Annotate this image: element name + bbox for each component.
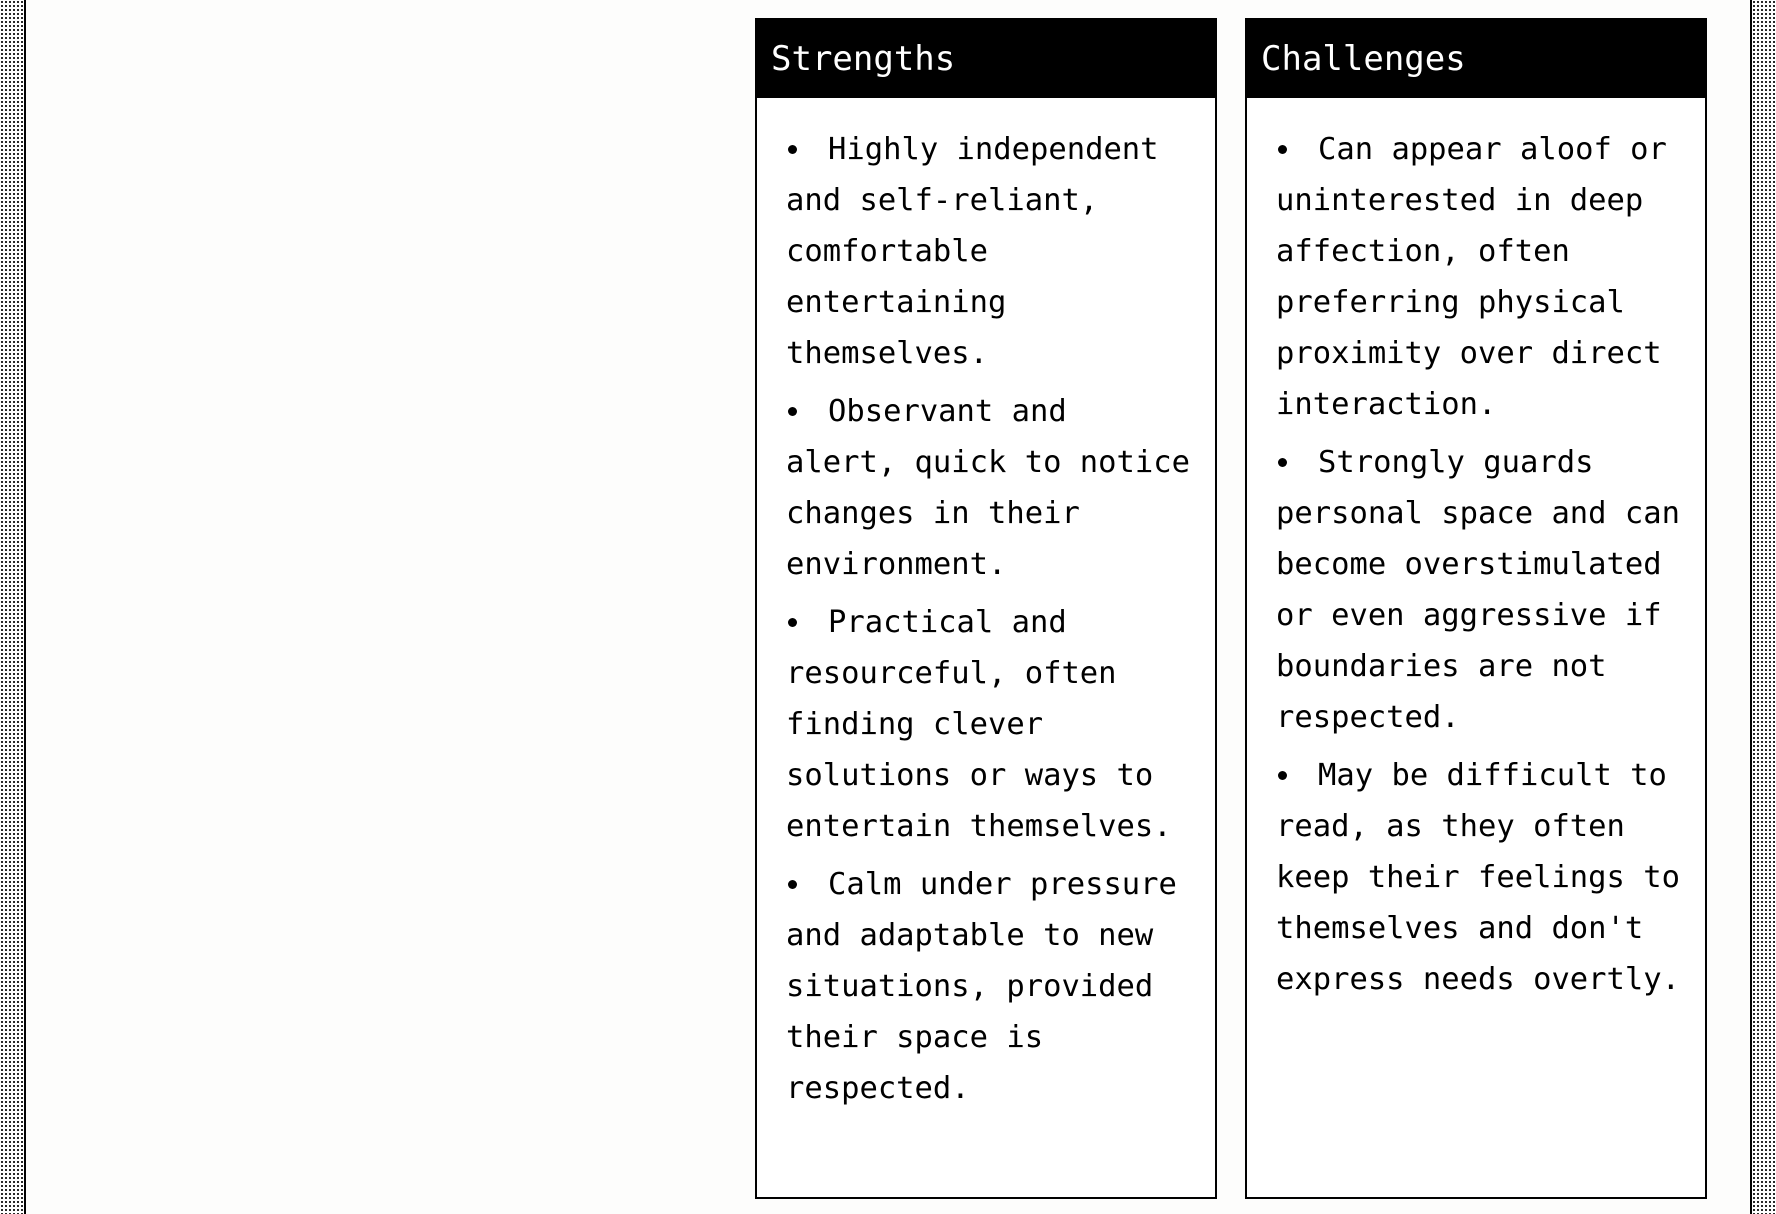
list-item — [786, 597, 1195, 852]
list-item — [1276, 750, 1685, 1005]
list-item — [1276, 124, 1685, 430]
list-item-text: Practical and resourceful, often finding clever solutions or ways to entertain themselves. — [786, 605, 1172, 844]
bullet-icon — [1278, 458, 1287, 467]
list-item — [786, 124, 1195, 379]
bullet-icon — [788, 880, 797, 889]
page — [24, 0, 1752, 1214]
bullet-icon — [1278, 771, 1287, 780]
list-item — [786, 859, 1195, 1114]
challenges-list — [1247, 98, 1705, 1005]
challenges-header: Challenges — [1247, 20, 1705, 98]
challenges-panel — [1245, 18, 1707, 1199]
bullet-icon — [788, 618, 797, 627]
bullet-icon — [788, 407, 797, 416]
list-item-text: Can appear aloof or uninterested in deep affection, often preferring physical proximity over direct interaction. — [1276, 132, 1667, 422]
strengths-list — [757, 98, 1215, 1114]
list-item-text: May be difficult to read, as they often keep their feelings to themselves and don't express needs overtly. — [1276, 758, 1680, 997]
strengths-header: Strengths — [757, 20, 1215, 98]
list-item — [786, 386, 1195, 590]
list-item-text: Strongly guards personal space and can become overstimulated or even aggressive if boundaries are not respected. — [1276, 445, 1680, 735]
list-item — [1276, 437, 1685, 743]
list-item-text: Calm under pressure and adaptable to new situations, provided their space is respected. — [786, 867, 1177, 1106]
strengths-panel — [755, 18, 1217, 1199]
bullet-icon — [788, 145, 797, 154]
list-item-text: Highly independent and self-reliant, comfortable entertaining themselves. — [786, 132, 1159, 371]
list-item-text: Observant and alert, quick to notice changes in their environment. — [786, 394, 1190, 582]
bullet-icon — [1278, 145, 1287, 154]
